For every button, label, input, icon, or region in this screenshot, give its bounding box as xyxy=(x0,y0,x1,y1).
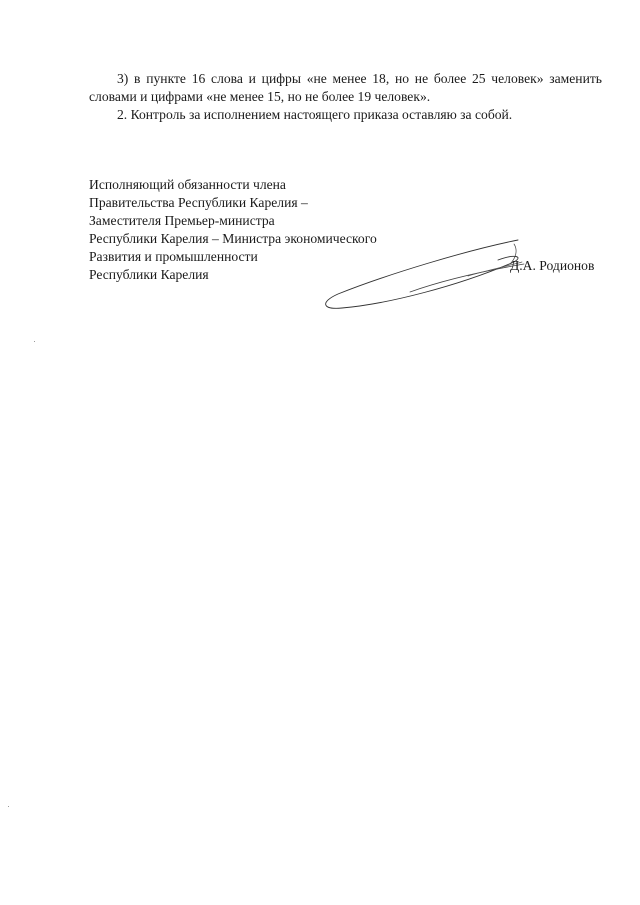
signatory-name: Д.А. Родионов xyxy=(510,258,595,273)
paragraph-item-2 xyxy=(89,106,602,124)
handwritten-signature xyxy=(318,236,528,314)
signatory-title-line: Исполняющий обязанности члена xyxy=(89,177,286,192)
signatory-title-line: Заместителя Премьер-министра xyxy=(89,213,275,228)
scan-speck xyxy=(34,341,35,342)
signatory-title-line: Республики Карелия – Министра экономического xyxy=(89,231,377,246)
scan-speck xyxy=(8,806,9,807)
signatory-title-line: Правительства Республики Карелия – xyxy=(89,195,308,210)
signatory-title-line: Развития и промышленности xyxy=(89,249,258,264)
paragraph-item-2-text: 2. Контроль за исполнением настоящего приказа оставляю за собой. xyxy=(117,107,513,122)
paragraph-item-3-text: 3) в пункте 16 слова и цифры «не менее 18, но не более 25 человек» заменить словами и цифрами «не менее 15, но не более 19 человек». xyxy=(89,71,602,104)
signatory-title-line: Республики Карелия xyxy=(89,267,209,282)
paragraph-item-3 xyxy=(89,70,602,106)
